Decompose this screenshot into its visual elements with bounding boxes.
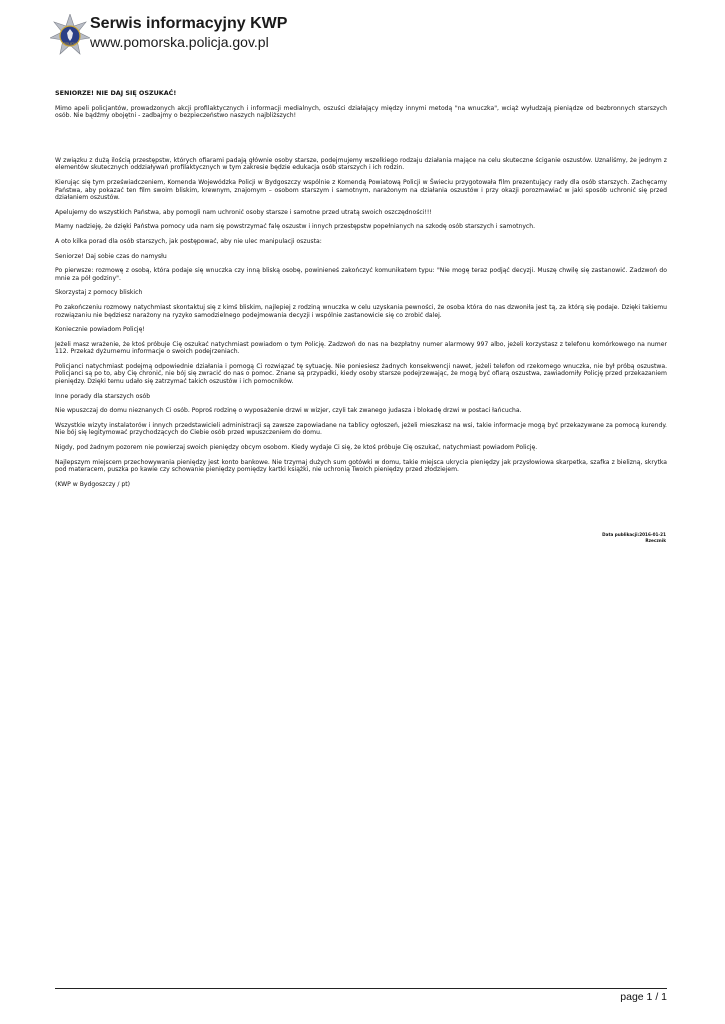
article-paragraph: Jeżeli masz wrażenie, że ktoś próbuje Cię oszukać natychmiast powiadom o tym Policję. Zadzwoń do nas na bezpłatny numer alarmowy 997 albo, jeżeli korzystasz z telefonu komórkowego na numer 112. Przekaż dyżurnemu informacje o swoich podejrzeniach.: [55, 340, 667, 356]
article-paragraph: W związku z dużą ilością przestępstw, których ofiarami padają głównie osoby starsze, podejmujemy wszelkiego rodzaju działania mające na celu skuteczne ściganie oszustów. Uznaliśmy, że jednym z elementów skutecznych oddziaływań profilaktycznych w tym zakresie będzie edukacja osób starszych i ich rodzin.: [55, 156, 667, 172]
article-paragraph: Po zakończeniu rozmowy natychmiast skontaktuj się z kimś bliskim, najlepiej z rodziną wnuczka w celu uzyskania pewności, że osoba która do nas dzwoniła jest tą, za którą się podaje. Dzięki takiemu rozwiązaniu nie będziesz narażony na ryzyko samodzielnego podejmowania decyzji i wspólnie zastanowicie się co zrobić dalej.: [55, 303, 667, 319]
page-number: page 1 / 1: [620, 991, 667, 1003]
article-paragraph: A oto kilka porad dla osób starszych, jak postępować, aby nie ulec manipulacji oszusta:: [55, 237, 322, 245]
article-paragraph: Wszystkie wizyty instalatorów i innych przedstawicieli administracji są zawsze zapowiadane na tablicy ogłoszeń, jeżeli mieszkasz na wsi, takie informacje mogą być przekazywane za pomocą kurendy. Nie bój się legitymować przychodzących do Ciebie osób przed wpuszczeniem do domu.: [55, 421, 667, 437]
article-paragraph: Apelujemy do wszystkich Państwa, aby pomogli nam uchronić osoby starsze i samotne przed utratą swoich oszczędności!!!: [55, 208, 432, 216]
article-paragraph: Po pierwsze: rozmowę z osobą, która podaje się wnuczka czy inną bliską osobę, powinieneś zakończyć komunikatem typu: "Nie mogę teraz podjąć decyzji. Muszę chwilę się zastanowić. Zadzwoń do mnie za pół godziny".: [55, 267, 667, 282]
article-content: [55, 90, 667, 495]
police-badge-logo: [50, 14, 90, 56]
article-paragraph: Nie wpuszczaj do domu nieznanych Ci osób. Poproś rodzinę o wyposażenie drzwi w wizjer, czyli tak zwanego judasza i blokadę drzwi w postaci łańcucha.: [55, 407, 522, 415]
article-source: (KWP w Bydgoszczy / pt): [55, 480, 131, 488]
site-url: www.pomorska.policja.gov.pl: [90, 34, 269, 50]
publication-info: [602, 532, 666, 543]
page-header: [50, 12, 680, 62]
site-title: Serwis informacyjny KWP: [90, 15, 288, 32]
article-subheading: Inne porady dla starszych osób: [55, 392, 151, 400]
article-lead: Mimo apeli policjantów, prowadzonych akcji profilaktycznych i informacji medialnych, oszuści działający między innymi metodą "na wnuczka", wciąż wyłudzają pieniądze od bezbronnych starszych osób. Nie bądźmy obojętni - zadbajmy o bezpieczeństwo naszych najbliższych!: [55, 104, 667, 120]
publication-date: Data publikacji:2016-01-21: [602, 532, 666, 537]
article-paragraph: Kierując się tym przeświadczeniem, Komenda Wojewódzka Policji w Bydgoszczy wspólnie z Komendą Powiatową Policji w Świeciu przygotowała film prezentujący rady dla osób starszych. Zachęcamy Państwa, aby pokazać ten film swoim bliskim, krewnym, znajomym – osobom starszym i samotnym, narażonym na działania oszustów i przy okazji porozmawiać w jaki sposób uchronić się przed działaniem oszustów.: [55, 178, 667, 202]
article-subheading: Skorzystaj z pomocy bliskich: [55, 289, 143, 297]
article-subheading: Seniorze! Daj sobie czas do namysłu: [55, 252, 167, 260]
article-paragraph: Mamy nadzieję, że dzięki Państwa pomocy uda nam się powstrzymać falę oszustw i innych przestępstw popełnianych na szkodę osób starszych i samotnych.: [55, 223, 536, 231]
publication-author: Rzecznik: [645, 537, 666, 543]
article-paragraph: Policjanci natychmiast podejmą odpowiednie działania i pomogą Ci rozwiązać tę sytuację. Nie poniesiesz żadnych konsekwencji nawet, jeżeli telefon od rzekomego wnuczka, nie był próbą oszustwa. Policjanci są po to, aby Cię chronić, nie bój się zwracić do nas o pomoc. Znane są przypadki, kiedy osoby starsze podejrzewając, że mogą być ofiarą oszustwa, zawiadomiły Policję przed przekazaniem pieniędzy. Dzięki temu udało się zatrzymać takich oszustów i ich pomocników.: [55, 362, 667, 386]
badge-text: POLICJA: [63, 42, 77, 46]
article-title: SENIORZE! NIE DAJ SIĘ OSZUKAĆ!: [55, 89, 177, 97]
article-paragraph: Najlepszym miejscem przechowywania pieniędzy jest konto bankowe. Nie trzymaj dużych sum gotówki w domu, takie miejsca ukrycia pieniędzy jak przysłowiowa skarpetka, szafka z bielizną, skrytka pod materacem, puszka po kawie czy schowanie pieniędzy pomiędzy kartki książki, nie uchronią Twoich pieniędzy przed złodziejem.: [55, 458, 667, 474]
article-paragraph: Nigdy, pod żadnym pozorem nie powierzaj swoich pieniędzy obcym osobom. Kiedy wydaje Ci się, że ktoś próbuje Cię oszukać, natychmiast powiadom Policję.: [55, 444, 538, 452]
footer-divider: [55, 988, 667, 989]
article-subheading: Koniecznie powiadom Policję!: [55, 326, 145, 334]
